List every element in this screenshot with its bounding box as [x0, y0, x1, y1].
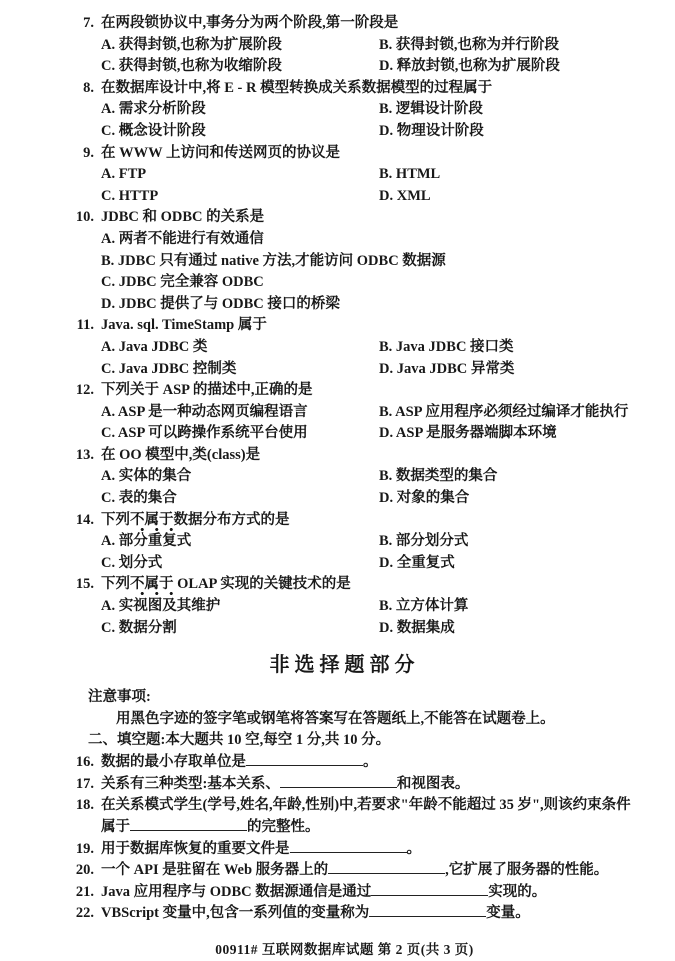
stem-emphasis: 不属于 [130, 512, 174, 532]
fill-item-17 [58, 774, 631, 796]
page-footer: 00911# 互联网数据库试题 第 2 页(共 3 页) [215, 942, 474, 958]
option-c: C. 数据分割 [101, 619, 177, 636]
stem-text: 在两段锁协议中,事务分为两个阶段,第一阶段是 [101, 15, 399, 31]
question-item-7 [58, 13, 631, 78]
stem-emphasis: 不属于 [130, 576, 174, 596]
fill-text [101, 795, 631, 838]
fill-text-pre: Java 应用程序与 ODBC 数据源通信是通过 [101, 883, 372, 900]
question-item-11 [58, 315, 631, 380]
stem-text: Java. sql. TimeStamp 属于 [101, 317, 267, 334]
option-a: A. 两者不能进行有效通信 [101, 230, 264, 247]
options-grid [101, 229, 631, 315]
options-grid [101, 596, 631, 639]
fill-text-pre: VBScript 变量中,包含一系列值的变量称为 [101, 905, 370, 922]
fill-text-pre: 在关系模式学生(学号,姓名,年龄,性别)中,若要求"年龄不能超过 35 岁",则该约束条件属于 [101, 797, 631, 835]
options-grid [101, 402, 631, 445]
fill-text-post: 实现的。 [488, 883, 547, 900]
stem-text: OLAP 实现的关键技术的是 [173, 576, 351, 593]
fill-text [101, 903, 631, 925]
option-d: D. ASP 是服务器端脚本环境 [379, 425, 557, 442]
question-number: 13. [75, 446, 94, 463]
option-b: B. 立方体计算 [379, 598, 469, 615]
question-stem [101, 207, 631, 229]
option-b: B. ASP 应用程序必须经过编译才能执行 [379, 403, 629, 420]
fill-text [101, 860, 631, 882]
fill-item-22 [58, 903, 631, 925]
stem-text: 数据分布方式的是 [173, 511, 290, 528]
question-number: 10. [75, 209, 94, 226]
stem-text: 在 WWW 上访问和传送网页的协议是 [101, 144, 340, 161]
question-item-13 [58, 445, 631, 510]
option-d: D. Java JDBC 异常类 [379, 360, 515, 377]
fill-section [58, 752, 631, 925]
fill-text-post: ,它扩展了服务器的性能。 [445, 862, 609, 879]
fill-section-intro: 二、填空题:本大题共 10 空,每空 1 分,共 10 分。 [88, 732, 391, 749]
option-b: B. 获得封锁,也称为并行阶段 [379, 36, 560, 53]
question-stem [101, 78, 631, 100]
options-grid [101, 337, 631, 380]
question-item-9 [58, 143, 631, 208]
question-item-8 [58, 78, 631, 143]
option-d: D. 物理设计阶段 [379, 122, 484, 139]
blank-line [369, 903, 486, 917]
fill-text-post: 。 [363, 754, 378, 771]
options-grid [101, 164, 631, 207]
option-b: B. Java JDBC 接口类 [379, 338, 514, 355]
option-c: C. 表的集合 [101, 490, 177, 507]
stem-text: 下列 [101, 576, 130, 593]
question-item-14 [58, 510, 631, 575]
options-grid [101, 466, 631, 509]
option-a: A. 获得封锁,也称为扩展阶段 [101, 36, 282, 53]
option-b: B. 数据类型的集合 [379, 468, 498, 485]
option-d: D. XML [379, 187, 431, 204]
question-number: 7. [83, 15, 94, 31]
option-d: D. 对象的集合 [379, 490, 470, 507]
option-c: C. 获得封锁,也称为收缩阶段 [101, 58, 282, 75]
option-a: A. ASP 是一种动态网页编程语言 [101, 403, 308, 420]
option-b: B. 部分划分式 [379, 533, 469, 550]
question-item-15 [58, 574, 631, 639]
question-item-10 [58, 207, 631, 315]
fill-item-20 [58, 860, 631, 882]
question-stem [101, 315, 631, 337]
blank-line [246, 752, 363, 766]
option-a: A. 需求分析阶段 [101, 101, 206, 118]
option-a: A. 实视图及其维护 [101, 598, 221, 615]
fill-item-21 [58, 882, 631, 904]
fill-text [101, 882, 631, 904]
question-number: 11. [76, 317, 94, 334]
option-d: D. 全重复式 [379, 554, 455, 571]
stem-text: 在数据库设计中,将 E - R 模型转换成关系数据模型的过程属于 [101, 79, 493, 96]
option-b: B. HTML [379, 166, 441, 183]
fill-number: 16. [75, 754, 94, 770]
question-stem [101, 445, 631, 467]
fill-text-post: 的完整性。 [247, 818, 320, 835]
option-c: C. Java JDBC 控制类 [101, 360, 237, 377]
question-stem [101, 510, 631, 532]
question-number: 12. [75, 382, 94, 399]
stem-text: 在 OO 模型中,类(class)是 [101, 446, 261, 463]
option-a: A. 实体的集合 [101, 468, 192, 485]
option-b: B. JDBC 只有通过 native 方法,才能访问 ODBC 数据源 [101, 252, 446, 269]
option-c: C. 概念设计阶段 [101, 122, 206, 139]
blank-line [290, 839, 407, 853]
fill-text-pre: 一个 API 是驻留在 Web 服务器上的 [101, 862, 329, 879]
question-stem [101, 574, 631, 596]
mc-section [58, 13, 631, 639]
blank-line [328, 860, 445, 874]
option-d: D. 数据集成 [379, 619, 455, 636]
options-grid [101, 531, 631, 574]
blank-line [280, 774, 397, 788]
fill-number: 20. [75, 862, 94, 879]
fill-text [101, 752, 631, 774]
fill-item-16 [58, 752, 631, 774]
question-number: 8. [83, 79, 94, 96]
fill-number: 22. [75, 905, 94, 922]
options-grid [101, 99, 631, 142]
fill-text [101, 839, 631, 861]
question-number: 14. [75, 511, 94, 528]
fill-text-pre: 数据的最小存取单位是 [101, 754, 246, 771]
fill-text-post: 变量。 [486, 905, 530, 922]
stem-text: 下列 [101, 511, 130, 528]
fill-number: 17. [75, 775, 94, 792]
stem-text: 下列关于 ASP 的描述中,正确的是 [101, 382, 313, 399]
question-stem [101, 380, 631, 402]
fill-text [101, 774, 631, 796]
question-item-12 [58, 380, 631, 445]
option-c: C. 划分式 [101, 554, 163, 571]
option-a: A. FTP [101, 166, 147, 183]
option-a: A. 部分重复式 [101, 533, 192, 550]
question-number: 9. [83, 144, 94, 161]
option-d: D. JDBC 提供了与 ODBC 接口的桥梁 [101, 295, 340, 312]
option-c: C. HTTP [101, 187, 159, 204]
question-stem [101, 13, 631, 35]
question-number: 15. [75, 576, 94, 593]
fill-item-19 [58, 839, 631, 861]
fill-text-post: 。 [406, 840, 421, 857]
options-grid [101, 35, 631, 78]
option-d: D. 释放封锁,也称为扩展阶段 [379, 58, 560, 75]
fill-text-pre: 关系有三种类型:基本关系、 [101, 775, 280, 792]
fill-number: 18. [75, 797, 94, 814]
fill-text-post: 和视图表。 [396, 775, 470, 792]
option-b: B. 逻辑设计阶段 [379, 101, 483, 118]
option-c: C. ASP 可以跨操作系统平台使用 [101, 425, 308, 442]
question-stem [101, 143, 631, 165]
blank-line [371, 882, 488, 896]
stem-text: JDBC 和 ODBC 的关系是 [101, 209, 265, 226]
section-heading: 非选择题部分 [269, 654, 420, 677]
option-c: C. JDBC 完全兼容 ODBC [101, 274, 264, 291]
fill-item-18 [58, 795, 631, 838]
option-a: A. Java JDBC 类 [101, 338, 208, 355]
notes-label: 注意事项: [88, 689, 151, 706]
fill-number: 21. [75, 883, 94, 900]
fill-text-pre: 用于数据库恢复的重要文件是 [101, 840, 290, 857]
fill-number: 19. [75, 840, 94, 857]
blank-line [130, 817, 247, 831]
notes-paragraph: 用黑色字迹的签字笔或钢笔将答案写在答题纸上,不能答在试题卷上。 [116, 710, 555, 727]
